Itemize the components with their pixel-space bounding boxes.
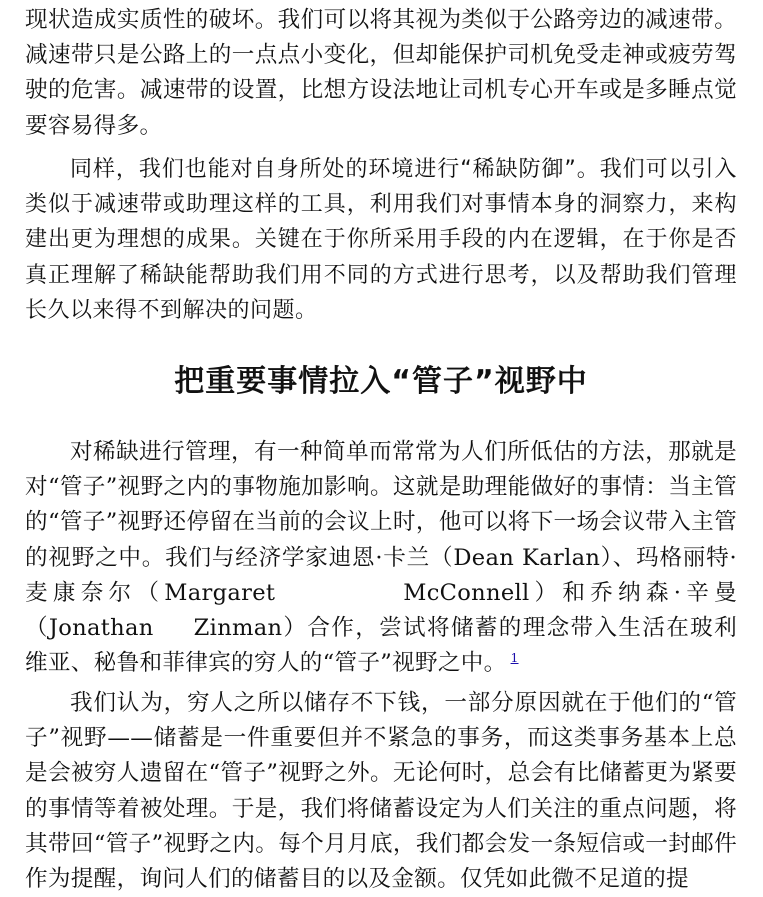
paragraph-text-part-3: Zinman）合作，尝试将储蓄的理念带入生活在玻利维亚、秘鲁和菲律宾的穷人的“管子”视野之中。 (25, 615, 737, 677)
footnote-link[interactable]: 1 (510, 650, 519, 665)
paragraph-text-part-1: 对稀缺进行管理，有一种简单而常常为人们所低估的方法，那就是对“管子”视野之内的事物施加影响。这就是助理能做好的事情：当主管的“管子”视野还停留在当前的会议上时，他可以将下一场会议带入主管的视野之中。我们与经济学家迪恩·卡兰（Dean Karlan）、玛格丽特·麦康奈尔（Margaret (25, 439, 737, 606)
paragraph-text-part-2: McConnell）和乔纳森·辛曼（Jonathan (25, 579, 737, 642)
paragraph-savings-reminder: 我们认为，穷人之所以储存不下钱，一部分原因就在于他们的“管子”视野——储蓄是一件重要但并不紧急的事务，而这类事务基本上总是会被穷人遗留在“管子”视野之外。无论何时，总会有比储蓄更为紧要的事情等着被处理。于是，我们将储蓄设定为人们关注的重点问题，将其带回“管子”视野之内。每个月月底，我们都会发一条短信或一封邮件作为提醒，询问人们的储蓄目的以及金额。仅凭如此微不足道的提 (25, 690, 737, 893)
section-heading: 把重要事情拉入“管子”视野中 (174, 364, 588, 399)
paragraph-scarcity-defense: 同样，我们也能对自身所处的环境进行“稀缺防御”。我们可以引入类似于减速带或助理这样的工具，利用我们对事情本身的洞察力，来构建出更为理想的成果。关键在于你所采用手段的内在逻辑，在于你是否真正理解了稀缺能帮助我们用不同的方式进行思考，以及帮助我们管理长久以来得不到解决的问题。 (25, 157, 737, 323)
paragraph-speed-bump: 现状造成实质性的破坏。我们可以将其视为类似于公路旁边的减速带。减速带只是公路上的一点点小变化，但却能保护司机免受走神或疲劳驾驶的危害。减速带的设置，比想方设法地让司机专心开车或是多睡点觉要容易得多。 (25, 7, 737, 139)
paragraph-tunnel-vision-management (25, 435, 737, 681)
